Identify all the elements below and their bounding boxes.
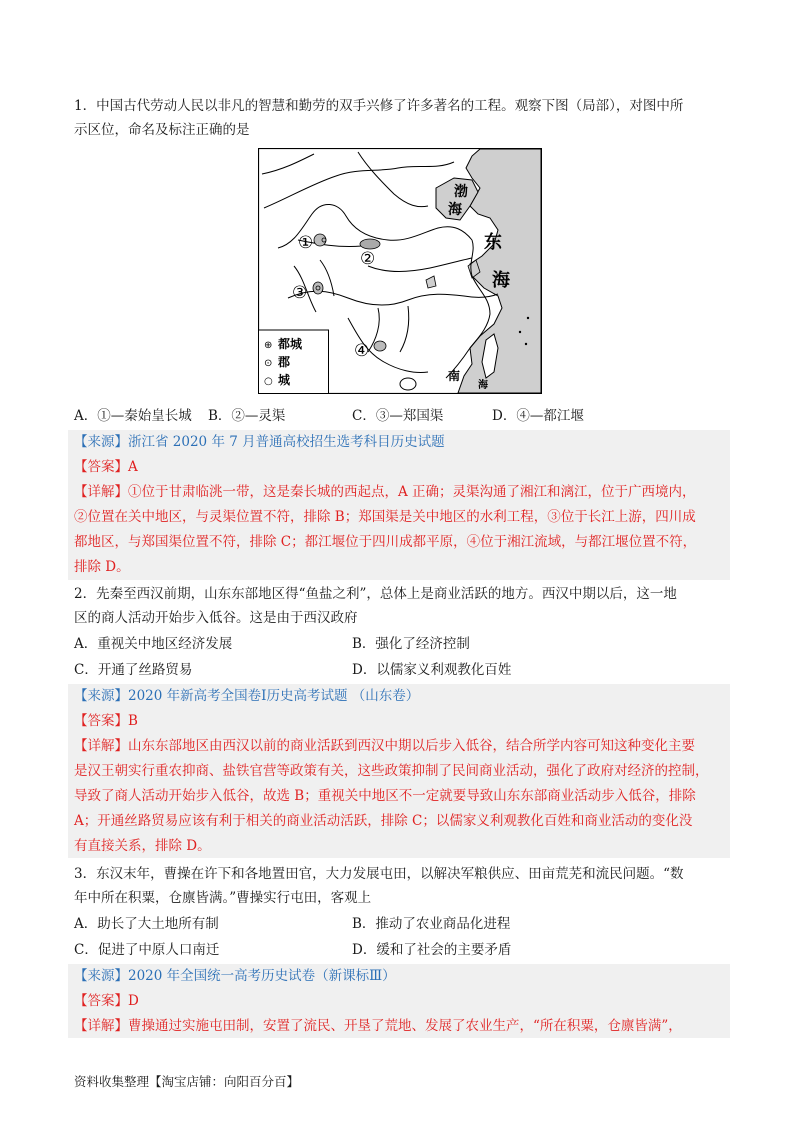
q1-source: 【来源】浙江省 2020 年 7 月普通高校招生选考科目历史试题 — [74, 434, 445, 450]
sea-label-bohai-1: 渤 — [454, 184, 468, 200]
region-1 — [314, 234, 326, 246]
q2-option-d: D．以儒家义利观教化百姓 — [352, 662, 512, 678]
q3-option-c: C．促进了中原人口南迁 — [74, 942, 220, 958]
q2-detail-line3: 导致了商人活动开始步入低谷，故选 B；重视关中地区不一定就要导致山东东部商业活动步入低谷，排除 — [74, 788, 696, 804]
q2-detail-line5: 有直接关系，排除 D。 — [74, 838, 211, 854]
marker-2: ② — [360, 249, 376, 269]
marker-1: ① — [298, 233, 314, 253]
q3-option-d: D．缓和了社会的主要矛盾 — [352, 942, 512, 958]
q3-answer: 【答案】D — [74, 993, 139, 1009]
ancient-china-map — [258, 148, 542, 394]
q1-option-d: D．④—都江堰 — [492, 408, 584, 424]
q1-answer: 【答案】A — [74, 459, 138, 475]
region-4 — [374, 341, 386, 351]
page-footer: 资料收集整理【淘宝店铺：向阳百分百】 — [74, 1074, 300, 1089]
q3-option-b: B．推动了农业商品化进程 — [352, 916, 511, 932]
legend-capital-icon: ⊕ — [264, 340, 273, 351]
q2-detail-line4: A；开通丝路贸易应该有利于相关的商业活动活跃，排除 C；以儒家义利观教化百姓和商业活动的变化没 — [74, 813, 693, 829]
sea-label-south-1: 南 — [448, 369, 461, 383]
q2-option-b: B．强化了经济控制 — [352, 636, 470, 652]
q1-detail-line4: 排除 D。 — [74, 559, 130, 575]
region-3 — [313, 282, 323, 294]
q1-option-a: A．①—秦始皇长城 — [74, 408, 192, 424]
q2-stem-line2: 区的商人活动开始步入低谷。这是由于西汉政府 — [74, 610, 358, 626]
sea-label-east-1: 东 — [484, 232, 502, 253]
q2-answer: 【答案】B — [74, 713, 138, 729]
island-dot — [527, 317, 529, 319]
sea-label-bohai-2: 海 — [448, 202, 462, 218]
q2-detail-line2: 是汉王朝实行重农抑商、盐铁官营等政策有关，这些政策抑制了民间商业活动，强化了政府对经济的控制， — [74, 763, 709, 779]
q1-option-c: C．③—郑国渠 — [352, 408, 444, 424]
sea-label-south-2: 海 — [478, 380, 488, 391]
q2-stem-line1: 2．先秦至西汉前期，山东东部地区得“鱼盐之利”，总体上是商业活跃的地方。西汉中期以后，这一地 — [74, 586, 677, 602]
q3-stem-line2: 年中所在积粟，仓廪皆满。”曹操实行屯田，客观上 — [74, 890, 372, 906]
hainan-island — [400, 378, 416, 390]
q1-option-b: B．②—灵渠 — [208, 408, 286, 424]
region-2 — [360, 239, 380, 249]
q1-detail-line3: 都地区，与郑国渠位置不符，排除 C；都江堰位于四川成都平原，④位于湘江流域，与都江堰位置不符， — [74, 534, 697, 550]
q3-source: 【来源】2020 年全国统一高考历史试卷（新课标Ⅲ） — [74, 968, 396, 984]
q2-source: 【来源】2020 年新高考全国卷Ⅰ历史高考试题 （山东卷） — [74, 688, 420, 704]
q1-explanation-block — [68, 430, 730, 580]
marker-3: ③ — [292, 283, 308, 303]
q1-detail-line2: ②位置在关中地区，与灵渠位置不符，排除 B；郑国渠是关中地区的水利工程，③位于长江上游，四川成 — [74, 509, 696, 525]
q2-option-c: C．开通了丝路贸易 — [74, 662, 193, 678]
q1-detail-line1: 【详解】①位于甘肃临洮一带，这是秦长城的西起点，A 正确；灵渠沟通了湘江和漓江，位于广西境内， — [74, 484, 696, 500]
q2-detail-line1: 【详解】山东东部地区由西汉以前的商业活跃到西汉中期以后步入低谷，结合所学内容可知这种变化主要 — [74, 738, 695, 754]
legend-capital: 都城 — [278, 337, 303, 351]
q3-detail-line1: 【详解】曹操通过实施屯田制，安置了流民、开垦了荒地、发展了农业生产，“所在积粟，仓廪皆满”， — [74, 1018, 682, 1034]
island-dot — [525, 343, 527, 345]
q3-option-a: A．助长了大土地所有制 — [74, 916, 219, 932]
legend-commandery-icon: ⊙ — [264, 358, 273, 369]
legend-city: 城 — [278, 373, 291, 387]
q2-option-a: A．重视关中地区经济发展 — [74, 636, 233, 652]
q3-stem-line1: 3．东汉末年，曹操在许下和各地置田官，大力发展屯田，以解决军粮供应、田亩荒芜和流民问题。“数 — [74, 866, 684, 882]
q1-stem-line2: 示区位，命名及标注正确的是 — [74, 122, 250, 138]
legend-city-icon: ○ — [264, 376, 273, 387]
sea-label-east-2: 海 — [492, 270, 510, 291]
marker-4: ④ — [354, 341, 370, 361]
q1-stem-line1: 1．中国古代劳动人民以非凡的智慧和勤劳的双手兴修了许多著名的工程。观察下图（局部），对图中所 — [74, 98, 684, 114]
legend-commandery: 郡 — [278, 355, 291, 369]
island-dot — [519, 331, 521, 333]
